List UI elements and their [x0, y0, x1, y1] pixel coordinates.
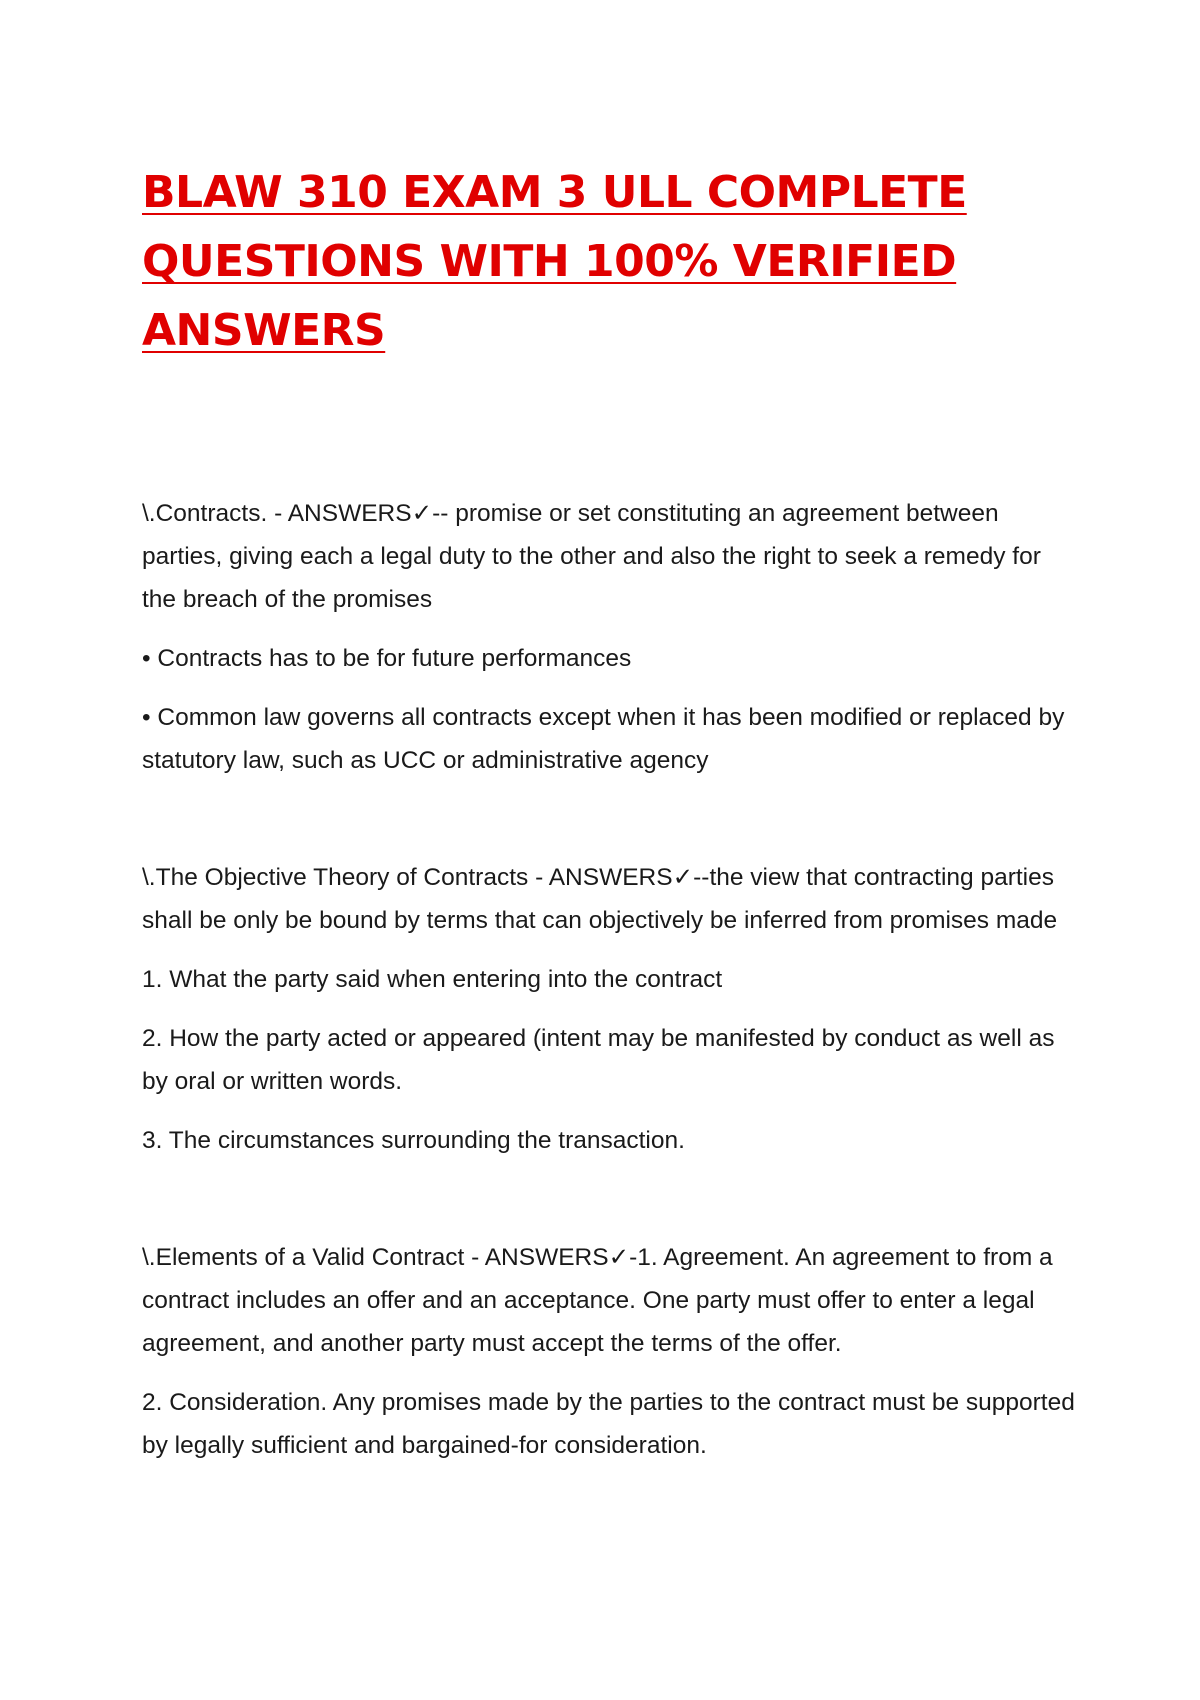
check-mark-icon: ✓ — [672, 862, 694, 891]
check-mark-icon: ✓ — [608, 1242, 630, 1271]
qa-point: 3. The circumstances surrounding the transaction. — [142, 1127, 685, 1154]
qa-term: \.The Objective Theory of Contracts — [142, 864, 529, 891]
qa-definition: -- promise or set constituting an agreement between parties, giving each a legal duty to the other and also the right to seek a remedy for the breach of the promises — [142, 500, 1041, 613]
qa-point: • Common law governs all contracts except when it has been modified or replaced by statutory law, such as UCC or administrative agency — [142, 704, 1065, 774]
answer-label: ANSWERS — [287, 500, 412, 527]
title-line-2: QUESTIONS WITH 100% VERIFIED — [142, 236, 957, 287]
qa-point: 1. What the party said when entering into the contract — [142, 966, 723, 993]
qa-point: 2. Consideration. Any promises made by the parties to the contract must be supported by legally sufficient and bargained-for consideration. — [142, 1389, 1075, 1459]
document-title — [142, 158, 1080, 365]
check-mark-icon: ✓ — [411, 498, 433, 527]
qa-section-objective-theory — [142, 855, 1080, 1162]
title-line-3: ANSWERS — [142, 305, 386, 356]
answer-label: ANSWERS — [484, 1244, 609, 1271]
qa-section-contracts — [142, 491, 1080, 782]
qa-section-valid-contract — [142, 1235, 1080, 1467]
qa-point: 2. How the party acted or appeared (intent may be manifested by conduct as well as by oral or written words. — [142, 1025, 1055, 1095]
title-line-1: BLAW 310 EXAM 3 ULL COMPLETE — [142, 167, 967, 218]
qa-definition: -1. Agreement. An agreement to from a contract includes an offer and an acceptance. One party must offer to enter a legal agreement, and another party must accept the terms of the offer. — [142, 1244, 1053, 1357]
qa-question: \.Contracts. - ANSWERS✓-- promise or set constituting an agreement between parties, giving each a legal duty to the other and also the right to seek a remedy for the breach of the promises — [142, 498, 1041, 613]
qa-term: \.Elements of a Valid Contract — [142, 1244, 465, 1271]
qa-sections — [142, 491, 1080, 1467]
qa-point: • Contracts has to be for future performances — [142, 645, 632, 672]
qa-definition: --the view that contracting parties shall be only be bound by terms that can objectively be inferred from promises made — [142, 864, 1058, 934]
qa-question: \.The Objective Theory of Contracts - ANSWERS✓--the view that contracting parties shall be only be bound by terms that can objectively be inferred from promises made — [142, 862, 1058, 934]
qa-question: \.Elements of a Valid Contract - ANSWERS✓-1. Agreement. An agreement to from a contract includes an offer and an acceptance. One party must offer to enter a legal agreement, and another party must accept the terms of the offer. — [142, 1242, 1053, 1357]
answer-label: ANSWERS — [548, 864, 673, 891]
qa-term: \.Contracts. — [142, 500, 268, 527]
